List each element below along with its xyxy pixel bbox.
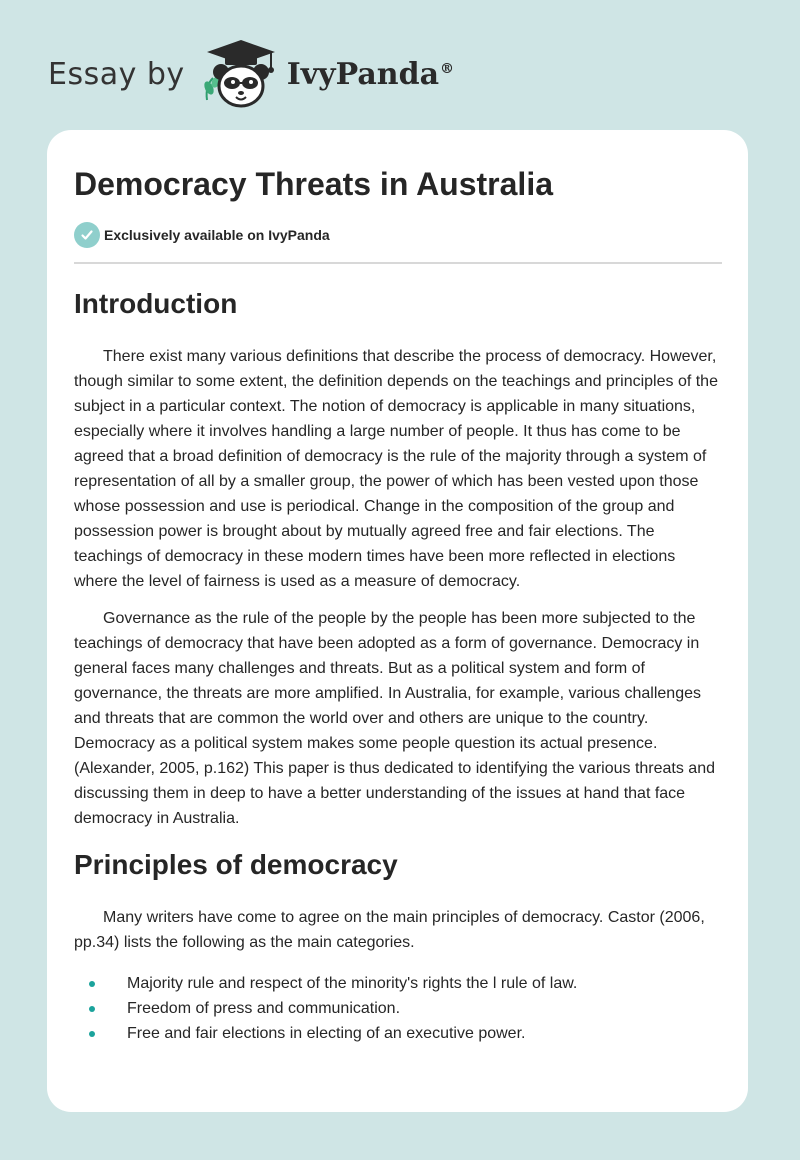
exclusive-badge: [74, 222, 722, 248]
list-item: Majority rule and respect of the minority's rights the l rule of law.: [74, 971, 722, 996]
panda-logo-icon: [199, 38, 283, 110]
check-icon: [74, 222, 100, 248]
paragraph: There exist many various definitions that describe the process of democracy. However, though similar to some extent, the definition depends on the teachings and principles of the subject in a particular context. The notion of democracy is applicable in many situations, especially where it involves handling a large number of people. It thus has come to be agreed that a broad definition of democracy is the rule of the majority through a system of representation of all by a smaller group, the power of which has been vested upon those whose possession and use is periodical. Change in the composition of the group and possession power is brought about by mutually agreed free and fair elections. The teachings of democracy in these modern times have been more reflected in elections where the level of fairness is used as a measure of democracy.: [74, 348, 718, 590]
paragraph: Governance as the rule of the people by the people has been more subjected to the teachings of democracy that have been adopted as a form of governance. Democracy in general faces many challenges and threats. But as a political system and form of governance, the threats are more amplified. In Australia, for example, various challenges and threats that are common the world over and others are unique to the country. Democracy as a political system makes some people question its actual presence. (Alexander, 2005, p.162) This paper is thus dedicated to identifying the various threats and discussing them in deep to have a better understanding of the issues at hand that face democracy in Australia.: [74, 610, 715, 827]
section-introduction: [74, 288, 722, 831]
divider: [74, 262, 722, 264]
paragraph: Many writers have come to agree on the main principles of democracy. Castor (2006, pp.34) lists the following as the main categories.: [74, 909, 705, 951]
list-item: Freedom of press and communication.: [74, 996, 722, 1021]
section-principles: [74, 849, 722, 1046]
badge-text: Exclusively available on IvyPanda: [104, 227, 330, 243]
list-item: Free and fair elections in electing of an executive power.: [74, 1021, 722, 1046]
brand-name: IvyPanda®: [286, 56, 455, 92]
brand-header: [48, 38, 454, 110]
page-title: Democracy Threats in Australia: [74, 166, 553, 202]
essay-card: [47, 130, 748, 1112]
section-heading: Principles of democracy: [74, 849, 398, 880]
brand-prefix: Essay by: [48, 56, 185, 92]
section-heading: Introduction: [74, 288, 238, 319]
principles-list: [74, 971, 722, 1046]
